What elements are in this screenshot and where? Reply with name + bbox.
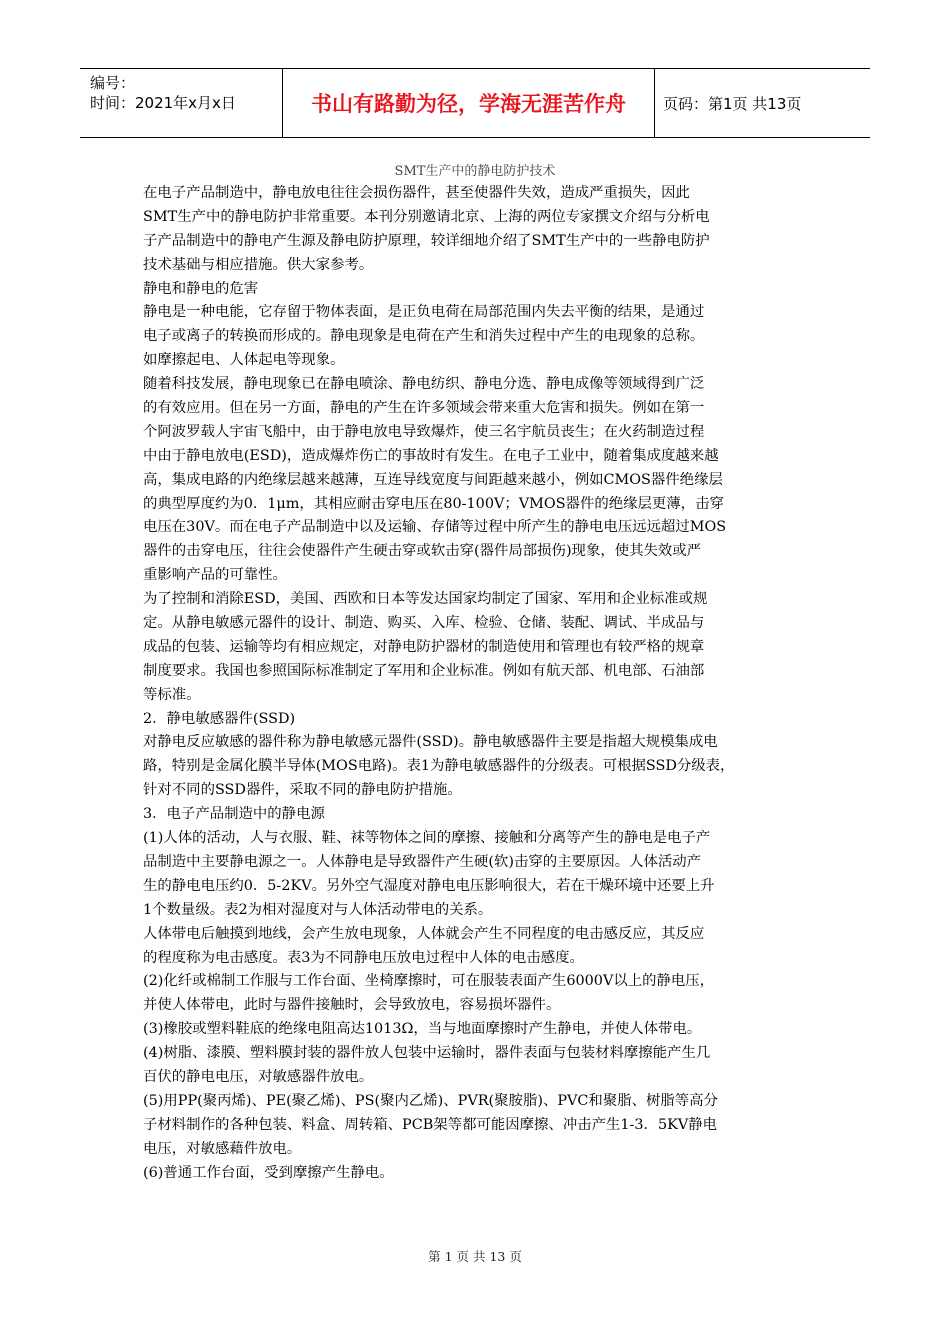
text-line: 对静电反应敏感的器件称为静电敏感元器件(SSD)。静电敏感器件主要是指超大规模集成电	[143, 734, 718, 751]
text-line: 成品的包装、运输等均有相应规定，对静电防护器材的制造使用和管理也有较严格的规章	[143, 638, 705, 655]
text-line: 静电是一种电能，它存留于物体表面，是正负电荷在局部范围内失去平衡的结果，是通过	[143, 304, 705, 321]
header-info	[80, 69, 282, 137]
text-line: 电压，对敏感藉件放电。	[143, 1140, 302, 1157]
text-line: 高，集成电路的内绝缘层越来越薄，互连导线宽度与间距越来越小，例如CMOS器件绝缘层	[143, 471, 723, 488]
text-line: 2．静电敏感器件(SSD)	[143, 710, 296, 727]
text-line: 电压在30V。而在电子产品制造中以及运输、存储等过程中所产生的静电电压远远超过MOS	[143, 519, 727, 536]
text-line: 生的静电电压约0．5-2KV。另外空气湿度对静电电压影响很大，若在干燥环境中还要上升	[143, 877, 715, 894]
text-line: (5)用PP(聚丙烯)、PE(聚乙烯)、PS(聚内乙烯)、PVR(聚胺脂)、PVC和聚脂、树脂等高分	[143, 1092, 718, 1109]
text-line: 静电和静电的危害	[143, 280, 259, 297]
text-line: 器件的击穿电压，往往会使器件产生硬击穿或软击穿(器件局部损伤)现象，使其失效或严	[143, 543, 702, 560]
text-line: 随着科技发展，静电现象已在静电喷涂、静电纺织、静电分选、静电成像等领域得到广泛	[143, 376, 705, 393]
text-line: 电子或离子的转换而形成的。静电现象是电荷在产生和消失过程中产生的电现象的总称。	[143, 328, 705, 345]
header-page-info: 页码：第1页 共13页	[663, 94, 802, 113]
text-line: 重影响产品的可靠性。	[143, 567, 287, 584]
text-line: (1)人体的活动，人与衣服、鞋、袜等物体之间的摩擦、接触和分离等产生的静电是电子产	[143, 830, 711, 847]
text-line: (2)化纤或棉制工作服与工作台面、坐椅摩擦时，可在服装表面产生6000V以上的静电压，	[143, 973, 715, 990]
text-line: 的程度称为电击感度。表3为不同静电压放电过程中人体的电击感度。	[143, 949, 584, 966]
text-line: 并使人体带电，此时与器件接触时，会导致放电，容易损坏器件。	[143, 997, 561, 1014]
text-line: 技术基础与相应措施。供大家参考。	[143, 256, 374, 273]
text-line: 子材料制作的各种包装、料盒、周转箱、PCB架等都可能因摩擦、冲击产生1-3．5KV静电	[143, 1116, 718, 1133]
text-line: (3)橡胶或塑料鞋底的绝缘电阻高达1013Ω，当与地面摩擦时产生静电，并使人体带电。	[143, 1021, 702, 1038]
text-line: 子产品制造中的静电产生源及静电防护原理，较详细地介绍了SMT生产中的一些静电防护	[143, 232, 710, 249]
page-header	[80, 68, 870, 138]
text-line: 中由于静电放电(ESD)，造成爆炸伤亡的事故时有发生。在电子工业中，随着集成度越来越	[143, 447, 719, 464]
text-line: 百伏的静电电压，对敏感器件放电。	[143, 1068, 374, 1085]
text-line: 为了控制和消除ESD，美国、西欧和日本等发达国家均制定了国家、军用和企业标准或规	[143, 591, 708, 608]
document-title: SMT生产中的静电防护技术	[394, 164, 556, 179]
text-line: 路，特别是金属化膜半导体(MOS电路)。表1为静电敏感器件的分级表。可根据SSD分级表，	[143, 758, 735, 775]
text-line: 个阿波罗载人宇宙飞船中，由于静电放电导致爆炸，使三名宇航员丧生；在火药制造过程	[143, 423, 705, 440]
text-line: 品制造中主要静电源之一。人体静电是导致器件产生硬(软)击穿的主要原因。人体活动产	[143, 853, 702, 870]
text-line: 针对不同的SSD器件，采取不同的静电防护措施。	[143, 782, 462, 799]
number-label: 编号：	[90, 74, 136, 92]
date-label: 时间：2021年x月x日	[90, 94, 236, 112]
text-line: 制度要求。我国也参照国际标准制定了军用和企业标准。例如有航天部、机电部、石油部	[143, 662, 705, 679]
text-line: 3．电子产品制造中的静电源	[143, 806, 325, 823]
text-line: 人体带电后触摸到地线，会产生放电现象，人体就会产生不同程度的电击感反应，其反应	[143, 925, 705, 942]
text-line: SMT生产中的静电防护非常重要。本刊分别邀请北京、上海的两位专家撰文介绍与分析电	[143, 208, 710, 225]
text-line: (4)树脂、漆膜、塑料膜封装的器件放人包装中运输时，器件表面与包装材料摩擦能产生几	[143, 1045, 711, 1062]
page-footer: 第 1 页 共 13 页	[428, 1249, 522, 1264]
text-line: 的典型厚度约为0．1μm，其相应耐击穿电压在80-100V；VMOS器件的绝缘层更薄，击穿	[143, 495, 724, 512]
text-line: 在电子产品制造中，静电放电往往会损伤器件，甚至使器件失效，造成严重损失，因此	[143, 185, 690, 201]
text-line: 1个数量级。表2为相对湿度对与人体活动带电的关系。	[143, 901, 493, 918]
text-line: 定。从静电敏感元器件的设计、制造、购买、入库、检验、仓储、装配、调试、半成品与	[143, 615, 705, 632]
text-line: 的有效应用。但在另一方面，静电的产生在许多领域会带来重大危害和损失。例如在第一	[143, 400, 705, 417]
text-line: 如摩擦起电、人体起电等现象。	[143, 352, 345, 369]
document-body	[143, 182, 828, 1185]
text-line: (6)普通工作台面，受到摩擦产生静电。	[143, 1164, 394, 1181]
text-line: 等标准。	[143, 686, 201, 703]
header-motto: 书山有路勤为径，学海无涯苦作舟	[282, 69, 655, 137]
